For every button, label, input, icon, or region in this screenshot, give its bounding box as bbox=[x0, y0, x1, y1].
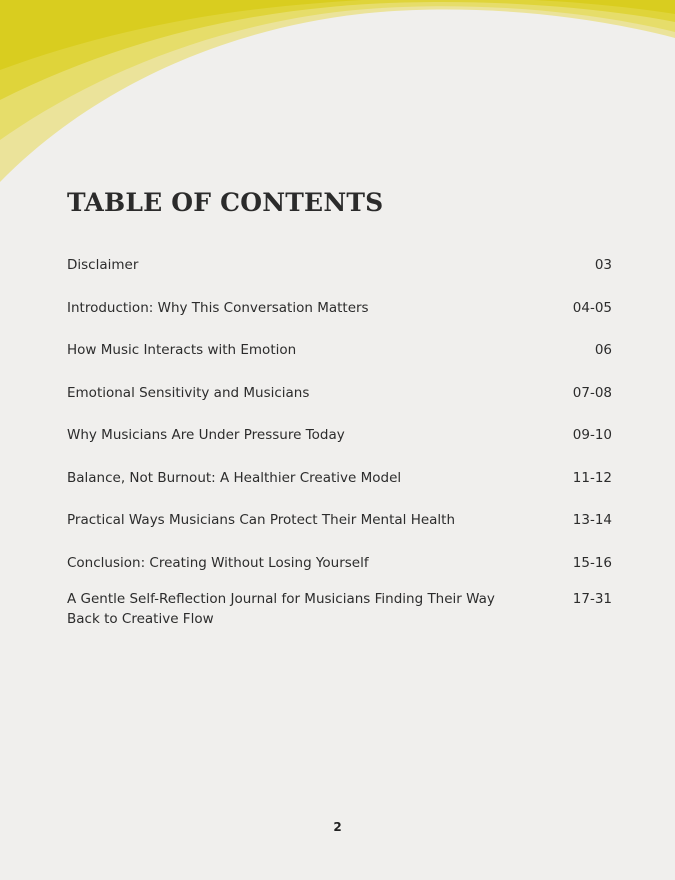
toc-entry-label: Why Musicians Are Under Pressure Today bbox=[67, 427, 345, 443]
toc-entry bbox=[67, 340, 612, 383]
toc-entry-label: Emotional Sensitivity and Musicians bbox=[67, 384, 310, 401]
toc-entry-label: Introduction: Why This Conversation Matters bbox=[67, 299, 369, 316]
toc-entry bbox=[67, 589, 612, 629]
toc-entry-pages: 06 bbox=[594, 342, 612, 358]
toc-entry-pages: 09-10 bbox=[572, 427, 612, 443]
toc-entry-pages: 07-08 bbox=[572, 384, 612, 401]
toc-entry bbox=[67, 468, 612, 511]
toc-entry bbox=[67, 425, 612, 468]
toc-entry-pages: 15-16 bbox=[572, 554, 612, 571]
toc-entry bbox=[67, 383, 612, 426]
toc-entry-label: Practical Ways Musicians Can Protect Their Mental Health bbox=[67, 512, 456, 528]
toc-entry-label: Conclusion: Creating Without Losing Yourself bbox=[67, 554, 369, 571]
toc-entry-pages: 03 bbox=[594, 257, 612, 273]
toc-entry-pages: 04-05 bbox=[572, 299, 612, 316]
toc-entry-pages: 13-14 bbox=[572, 512, 612, 528]
toc-entry-label: Balance, Not Burnout: A Healthier Creative Model bbox=[67, 469, 402, 486]
toc-entry-pages: 17-31 bbox=[572, 591, 612, 607]
page-title: TABLE OF CONTENTS bbox=[67, 188, 384, 217]
yellow-wave-decoration bbox=[0, 0, 675, 200]
toc-entry bbox=[67, 510, 612, 553]
toc-entry-label: How Music Interacts with Emotion bbox=[67, 342, 297, 358]
table-of-contents bbox=[67, 255, 612, 629]
toc-entry bbox=[67, 255, 612, 298]
toc-entry-pages: 11-12 bbox=[572, 469, 612, 486]
toc-entry bbox=[67, 298, 612, 341]
toc-entry-label: A Gentle Self-Reflection Journal for Musicians Finding Their Way Back to Creative Flow bbox=[67, 591, 495, 627]
page-number: 2 bbox=[333, 820, 342, 834]
toc-entry-label: Disclaimer bbox=[67, 257, 139, 273]
